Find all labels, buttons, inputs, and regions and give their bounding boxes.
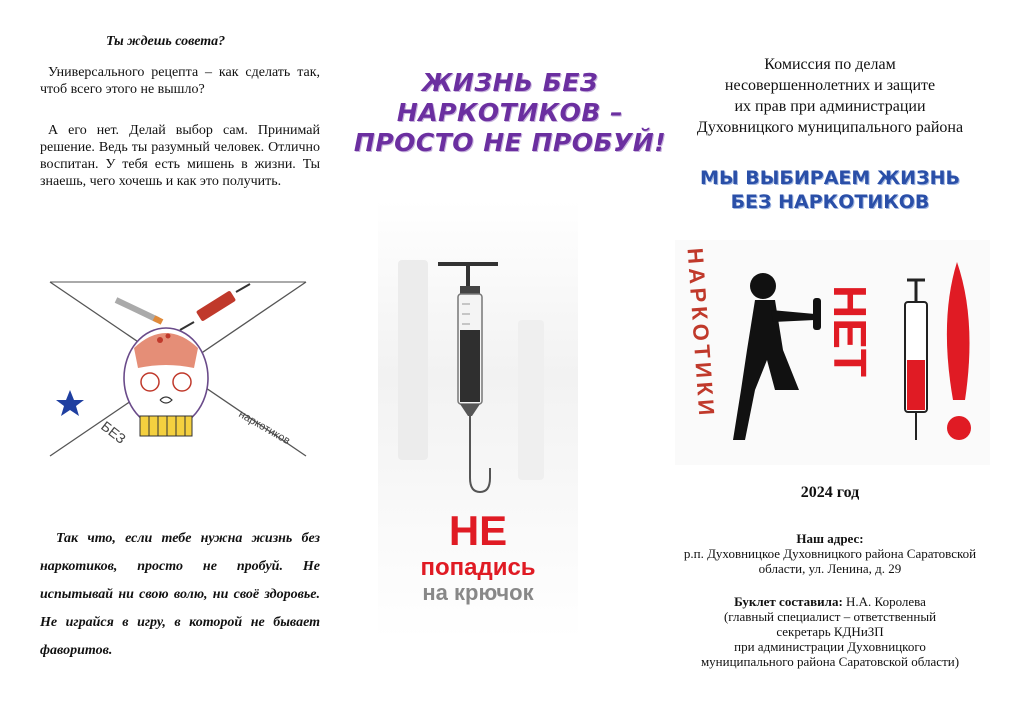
author-block [660,594,1000,669]
cigarette-icon [116,300,162,322]
drawing-word-narkotikov: наркотиков [236,408,293,448]
skull-icon [124,328,208,436]
year: 2024 год [800,484,860,501]
slogan-title [660,166,1000,214]
author-heading: Буклет составила: Н.А. Королева [734,594,926,609]
conclusion-text: Так что, если тебе нужна жизнь без наркотиков, просто не пробуй. Не испытывай ни свою волю, ни своё здоровье. Не играйся в игру, в которой не бывает фаворитов. [40,531,320,658]
commission-line4: Духовницкого муниципального района [696,119,964,136]
slogan-line2: БЕЗ НАРКОТИКОВ [730,191,930,213]
author-line1: (главный специалист – ответственный [723,609,937,624]
illustration-word-narkotiki: НАРКОТИКИ [682,247,720,420]
address-line1: р.п. Духовницкое Духовницкого района Саратовской [683,546,977,561]
svg-text:НЕТ: НЕТ [824,285,876,377]
poster-word-na-kryuchok: на крючок [422,580,534,605]
middle-title-line3: ПРОСТО НЕ ПРОБУЙ! [353,128,667,157]
author-line3: при администрации Духовницкого [734,639,926,654]
word-no [824,285,876,377]
address-label: Наш адрес: [796,531,864,546]
middle-title-line1: ЖИЗНЬ БЕЗ [421,68,599,97]
paragraph-choice: А его нет. Делай выбор сам. Принимай решение. Ведь ты разумный человек. Отлично воспитан. У тебя есть мишень в жизни. Ты знаешь, чего хочешь и как это получить. [40,123,320,189]
advice-heading: Ты ждешь совета? [106,34,226,49]
commission-header [665,54,995,138]
middle-title-line2: НАРКОТИКОВ – [396,98,624,127]
star-icon [56,390,84,416]
commission-line2: несовершеннолетних и защите [724,77,936,94]
author-line4: муниципального района Саратовской области) [700,654,960,669]
author-line2: секретарь КДНиЗП [776,624,884,639]
address-line2: области, ул. Ленина, д. 29 [758,561,902,576]
address-block [660,531,1000,576]
middle-title [340,68,680,158]
drugs-no-illustration [675,240,990,465]
drawing-word-bez: БЕЗ [98,417,130,447]
commission-line3: их прав при администрации [734,98,926,115]
syringe-icon [180,284,250,330]
poster-word-ne: НЕ [448,507,508,554]
commission-line1: Комиссия по делам [764,56,896,73]
hook-poster [378,200,578,640]
crossed-skull-drawing [48,278,310,460]
paragraph-recipe: Универсального рецепта – как сделать так, чтоб всего этого не вышло? [40,65,320,97]
slogan-line1: МЫ ВЫБИРАЕМ ЖИЗНЬ [700,167,960,189]
poster-word-popadis: попадись [420,554,536,581]
